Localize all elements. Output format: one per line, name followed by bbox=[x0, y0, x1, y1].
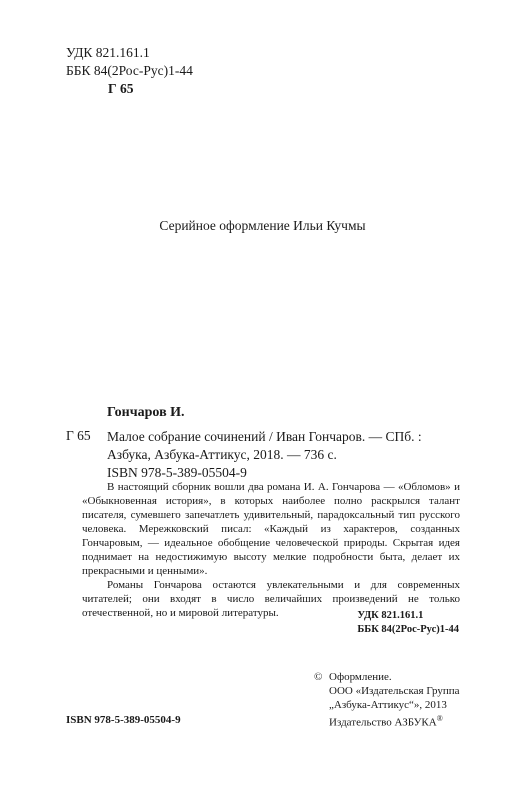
bottom-isbn: ISBN 978-5-389-05504-9 bbox=[66, 714, 181, 726]
annotation-paragraph-2: Романы Гончарова остаются увлекательными и для современных читателей; они входят в число величайших произведений не только отечественной, но и мировой литературы. bbox=[82, 579, 460, 619]
library-codes-block bbox=[66, 44, 193, 98]
cutter-code: Г 65 bbox=[108, 81, 134, 96]
bbk-code: ББК 84(2Рос-Рус)1-44 bbox=[66, 63, 193, 78]
catalog-author: Гончаров И. bbox=[107, 405, 185, 420]
copyright-symbol: © bbox=[314, 671, 323, 683]
catalog-bibliographic-entry bbox=[107, 428, 422, 482]
bib-title-line: Малое собрание сочинений / Иван Гончаров. — СПб. : bbox=[107, 429, 422, 444]
bib-isbn-line: ISBN 978-5-389-05504-9 bbox=[107, 465, 247, 480]
catalog-udk: УДК 821.161.1 bbox=[357, 610, 424, 621]
copyright-line-4 bbox=[329, 712, 460, 730]
catalog-bbk: ББК 84(2Рос-Рус)1-44 bbox=[357, 624, 459, 635]
catalog-codes bbox=[357, 609, 459, 637]
udk-code: УДК 821.161.1 bbox=[66, 45, 150, 60]
catalog-annotation bbox=[82, 480, 460, 620]
registered-mark: ® bbox=[436, 714, 443, 723]
series-design-credit: Серийное оформление Ильи Кучмы bbox=[159, 218, 366, 233]
copyright-line-2: ООО «Издательская Группа bbox=[329, 685, 460, 697]
copyright-line-3: „Азбука-Аттикус“», 2013 bbox=[329, 699, 447, 711]
catalog-cutter: Г 65 bbox=[66, 428, 91, 443]
publisher-name: Издательство АЗБУКА bbox=[329, 716, 437, 729]
annotation-paragraph-1: В настоящий сборник вошли два романа И. А. Гончарова — «Обломов» и «Обыкновенная история», в которых наиболее полно раскрылся талант писателя, сумевшего запечатлеть удивительный, парадоксальный тип русского человека. Мережковский писал: «Каждый из характеров, созданных Гончаровым, — идеальное обобщение человеческой природы. Скрытая идея поднимает на недостижимую высоту мелкие подробности быта, делает их прекрасными и ценными». bbox=[82, 481, 460, 577]
copyright-block bbox=[314, 670, 460, 730]
copyright-line-1: Оформление. bbox=[329, 671, 392, 683]
bib-publisher-line: Азбука, Азбука-Аттикус, 2018. — 736 с. bbox=[107, 447, 337, 462]
